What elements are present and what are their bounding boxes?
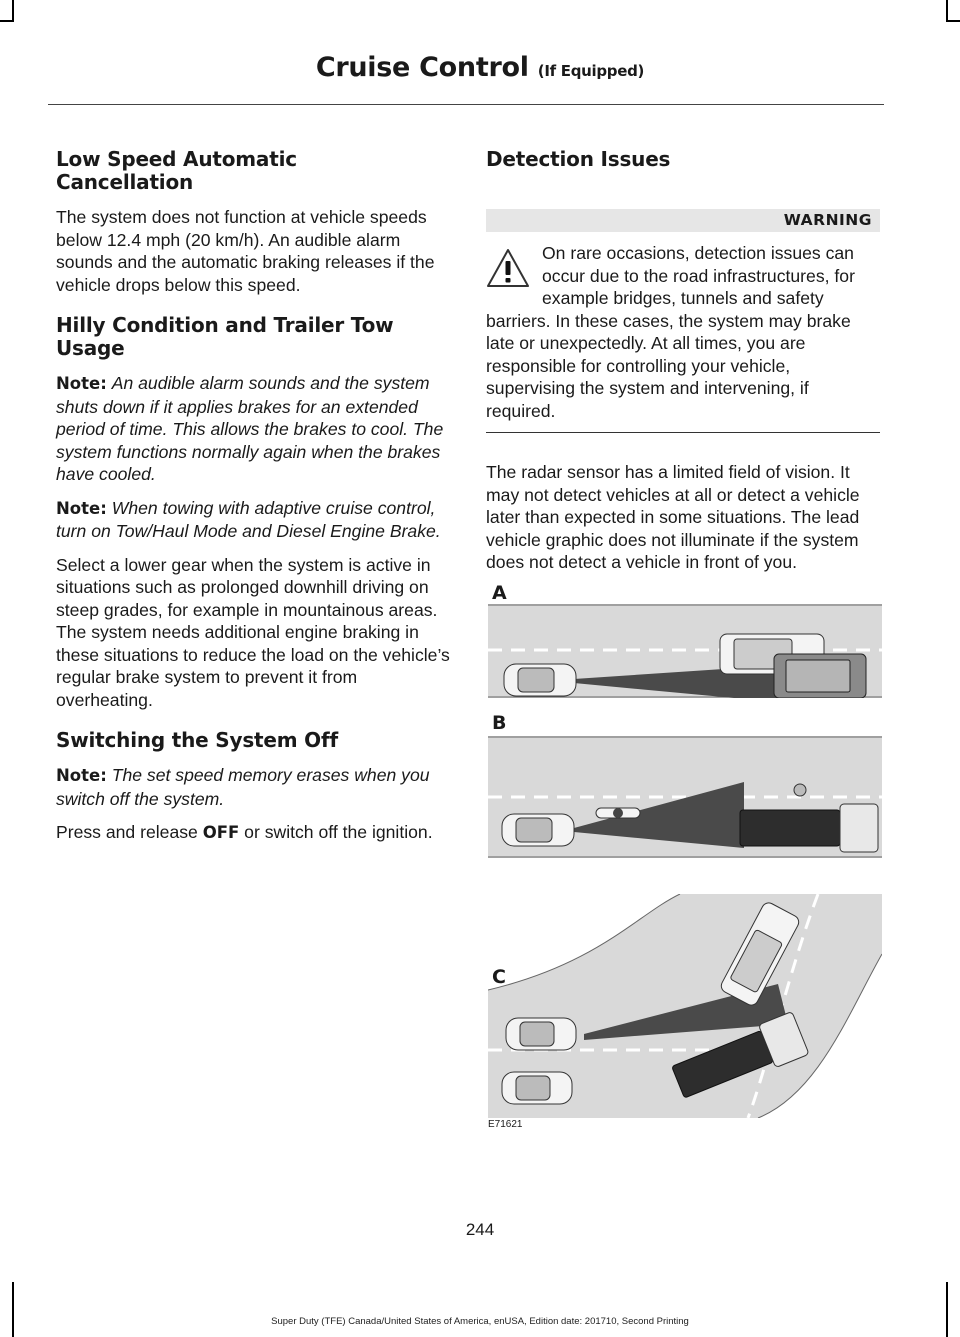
- section-heading-switch-off: Switching the System Off: [56, 728, 338, 752]
- crop-mark: [12, 1282, 14, 1337]
- figure-code: E71621: [488, 1119, 523, 1130]
- right-column: [486, 148, 880, 585]
- scenario-b-illustration: [488, 736, 882, 858]
- note-text: The set speed memory erases when you switch off the system.: [56, 765, 430, 809]
- car-icon: [506, 1018, 576, 1050]
- header-qualifier: (If Equipped): [537, 62, 645, 80]
- warning-header: WARNING: [486, 209, 880, 232]
- warning-box: [486, 242, 880, 422]
- figure-label-a: A: [492, 582, 507, 604]
- car-icon: [502, 814, 574, 846]
- off-keyword: OFF: [202, 823, 240, 842]
- car-icon: [504, 664, 576, 696]
- page-header: [0, 52, 960, 83]
- section-heading-hilly: Hilly Condition and Trailer Tow Usage: [56, 313, 394, 360]
- van-icon: [774, 654, 866, 698]
- warning-text: On rare occasions, detection issues can occur due to the road infrastructures, for example bridges, tunnels and safety barriers. In these cases, the system may brake late or unexpectedly. At all times, you are responsible for controlling your vehicle, supervising the system and intervening, if required.: [486, 243, 855, 421]
- crop-mark: [946, 0, 948, 22]
- detection-figure: [488, 582, 882, 1132]
- lower-gear-paragraph: Select a lower gear when the system is active in situations such as prolonged downhill driving on steep grades, for example in mountainous areas. The system needs additional engine braking in these situations to reduce the load on the vehicle’s regular brake system to prevent it from overheating.: [56, 554, 450, 710]
- crop-mark: [946, 1282, 948, 1337]
- crop-mark: [12, 0, 14, 22]
- motorcycle-icon: [596, 808, 640, 818]
- crop-mark: [0, 20, 14, 22]
- note-text: When towing with adaptive cruise control, turn on Tow/Haul Mode and Diesel Engine Brake.: [56, 497, 441, 541]
- switch-off-paragraph: [56, 821, 456, 845]
- note-label: Note:: [56, 374, 107, 393]
- note-towing: [56, 497, 456, 543]
- note-set-speed: [56, 764, 456, 810]
- header-title: Cruise Control: [315, 52, 529, 83]
- section-heading-low-speed: Low Speed Automatic Cancellation: [56, 147, 297, 194]
- text-run: Press and release: [56, 822, 203, 842]
- text-run: or switch off the ignition.: [239, 822, 433, 842]
- note-brakes: [56, 372, 456, 486]
- warning-rule: [486, 432, 880, 433]
- car-icon: [502, 1072, 572, 1104]
- warning-triangle-icon: [486, 248, 530, 288]
- low-speed-paragraph: The system does not function at vehicle speeds below 12.4 mph (20 km/h). An audible alarm sounds and the automatic braking releases if the vehicle drops below this speed.: [56, 207, 435, 295]
- left-column: [56, 148, 456, 856]
- note-text: An audible alarm sounds and the system shuts down if it applies brakes for an extended period of time. This allows the brakes to cool. The system functions normally again when the brakes have cooled.: [56, 373, 444, 484]
- figure-label-b: B: [492, 712, 507, 734]
- crop-mark: [946, 20, 960, 22]
- page-number: 244: [465, 1220, 495, 1239]
- note-label: Note:: [56, 498, 107, 518]
- scenario-c-illustration: [488, 894, 882, 1118]
- header-rule: [48, 104, 884, 105]
- section-heading-detection: Detection Issues: [486, 147, 671, 171]
- radar-paragraph: The radar sensor has a limited field of vision. It may not detect vehicles at all or detect a vehicle later than expected in some situations. The lead vehicle graphic does not illuminate if the system does not detect a vehicle in front of you.: [486, 462, 860, 572]
- note-label: Note:: [56, 766, 107, 785]
- scenario-a-illustration: [488, 604, 882, 698]
- footer-edition: Super Duty (TFE) Canada/United States of America, enUSA, Edition date: 201710, Second Printing: [271, 1316, 689, 1327]
- figure-label-c: C: [492, 966, 506, 988]
